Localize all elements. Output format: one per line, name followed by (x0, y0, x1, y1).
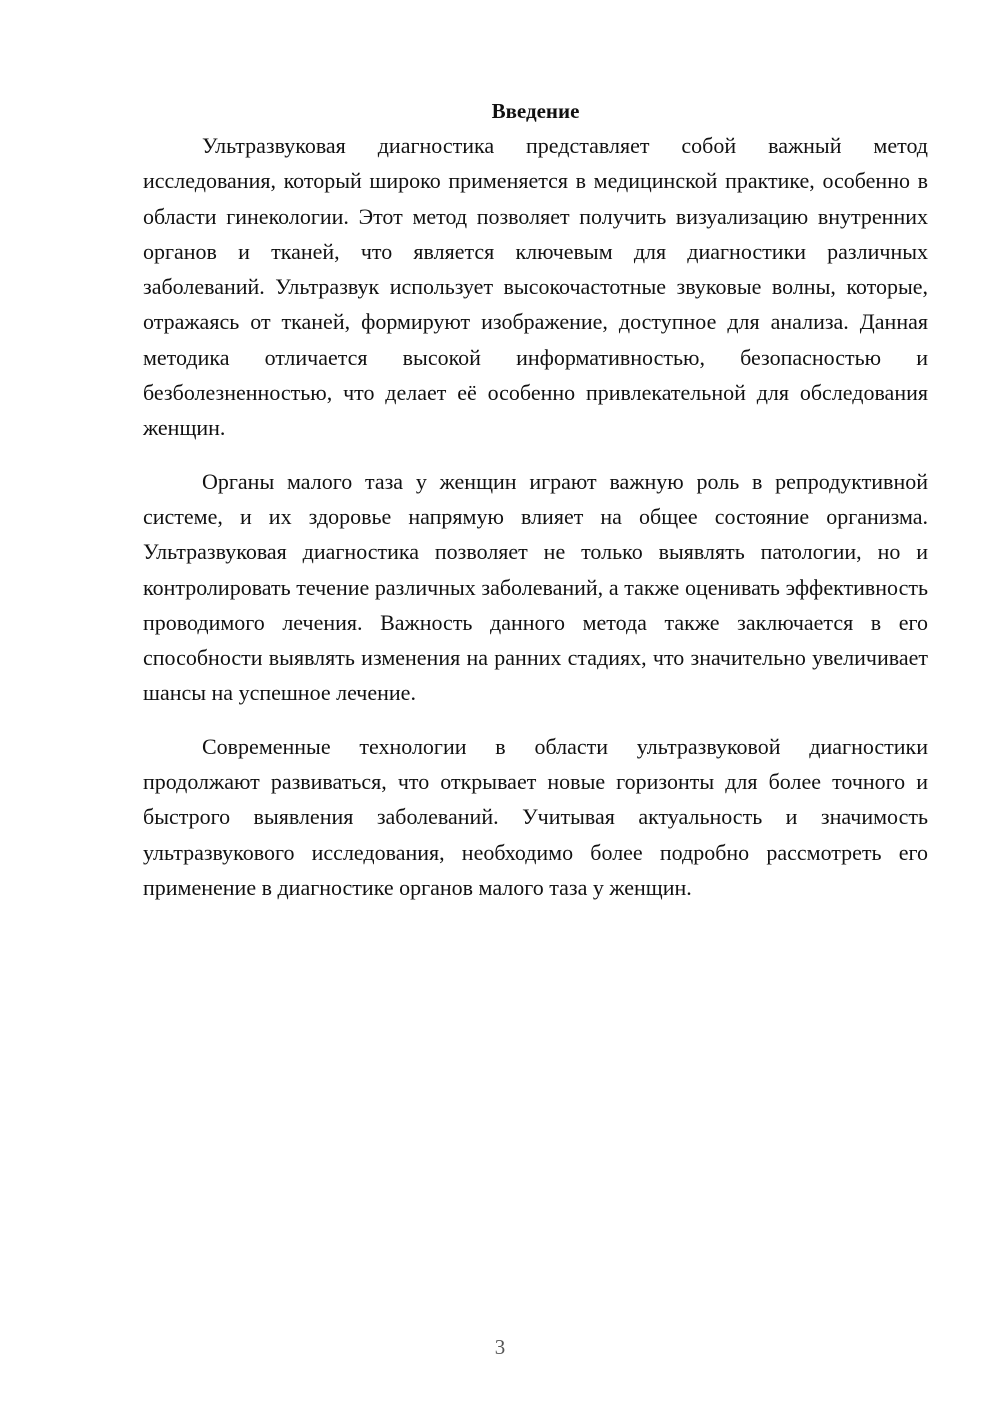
paragraph-3: Современные технологии в области ультразвуковой диагностики продолжают развиваться, что открывает новые горизонты для более точного и быстрого выявления заболеваний. Учитывая актуальность и значимость ультразвукового исследования, необходимо более подробно рассмотреть его применение в диагностике органов малого таза у женщин. (143, 733, 928, 900)
paragraph-2: Органы малого таза у женщин играют важную роль в репродуктивной системе, и их здоровье напрямую влияет на общее состояние организма. Ультразвуковая диагностика позволяет не только выявлять патологии, но и контролировать течение различных заболеваний, а также оценивать эффективность проводимого лечения. Важность данного метода также заключается в его способности выявлять изменения на ранних стадиях, что значительно увеличивает шансы на успешное лечение. (143, 468, 928, 706)
paragraph-1: Ультразвуковая диагностика представляет собой важный метод исследования, который широко применяется в медицинской практике, особенно в области гинекологии. Этот метод позволяет получить визуализацию внутренних органов и тканей, что является ключевым для диагностики различных заболеваний. Ультразвук использует высокочастотные звуковые волны, которые, отражаясь от тканей, формируют изображение, доступное для анализа. Данная методика отличается высокой информативностью, безопасностью и безболезненностью, что делает её особенно привлекательной для обследования женщин. (143, 133, 928, 441)
page-number: 3 (494, 1335, 506, 1359)
page-content (143, 96, 928, 923)
section-heading: Введение (491, 99, 580, 123)
